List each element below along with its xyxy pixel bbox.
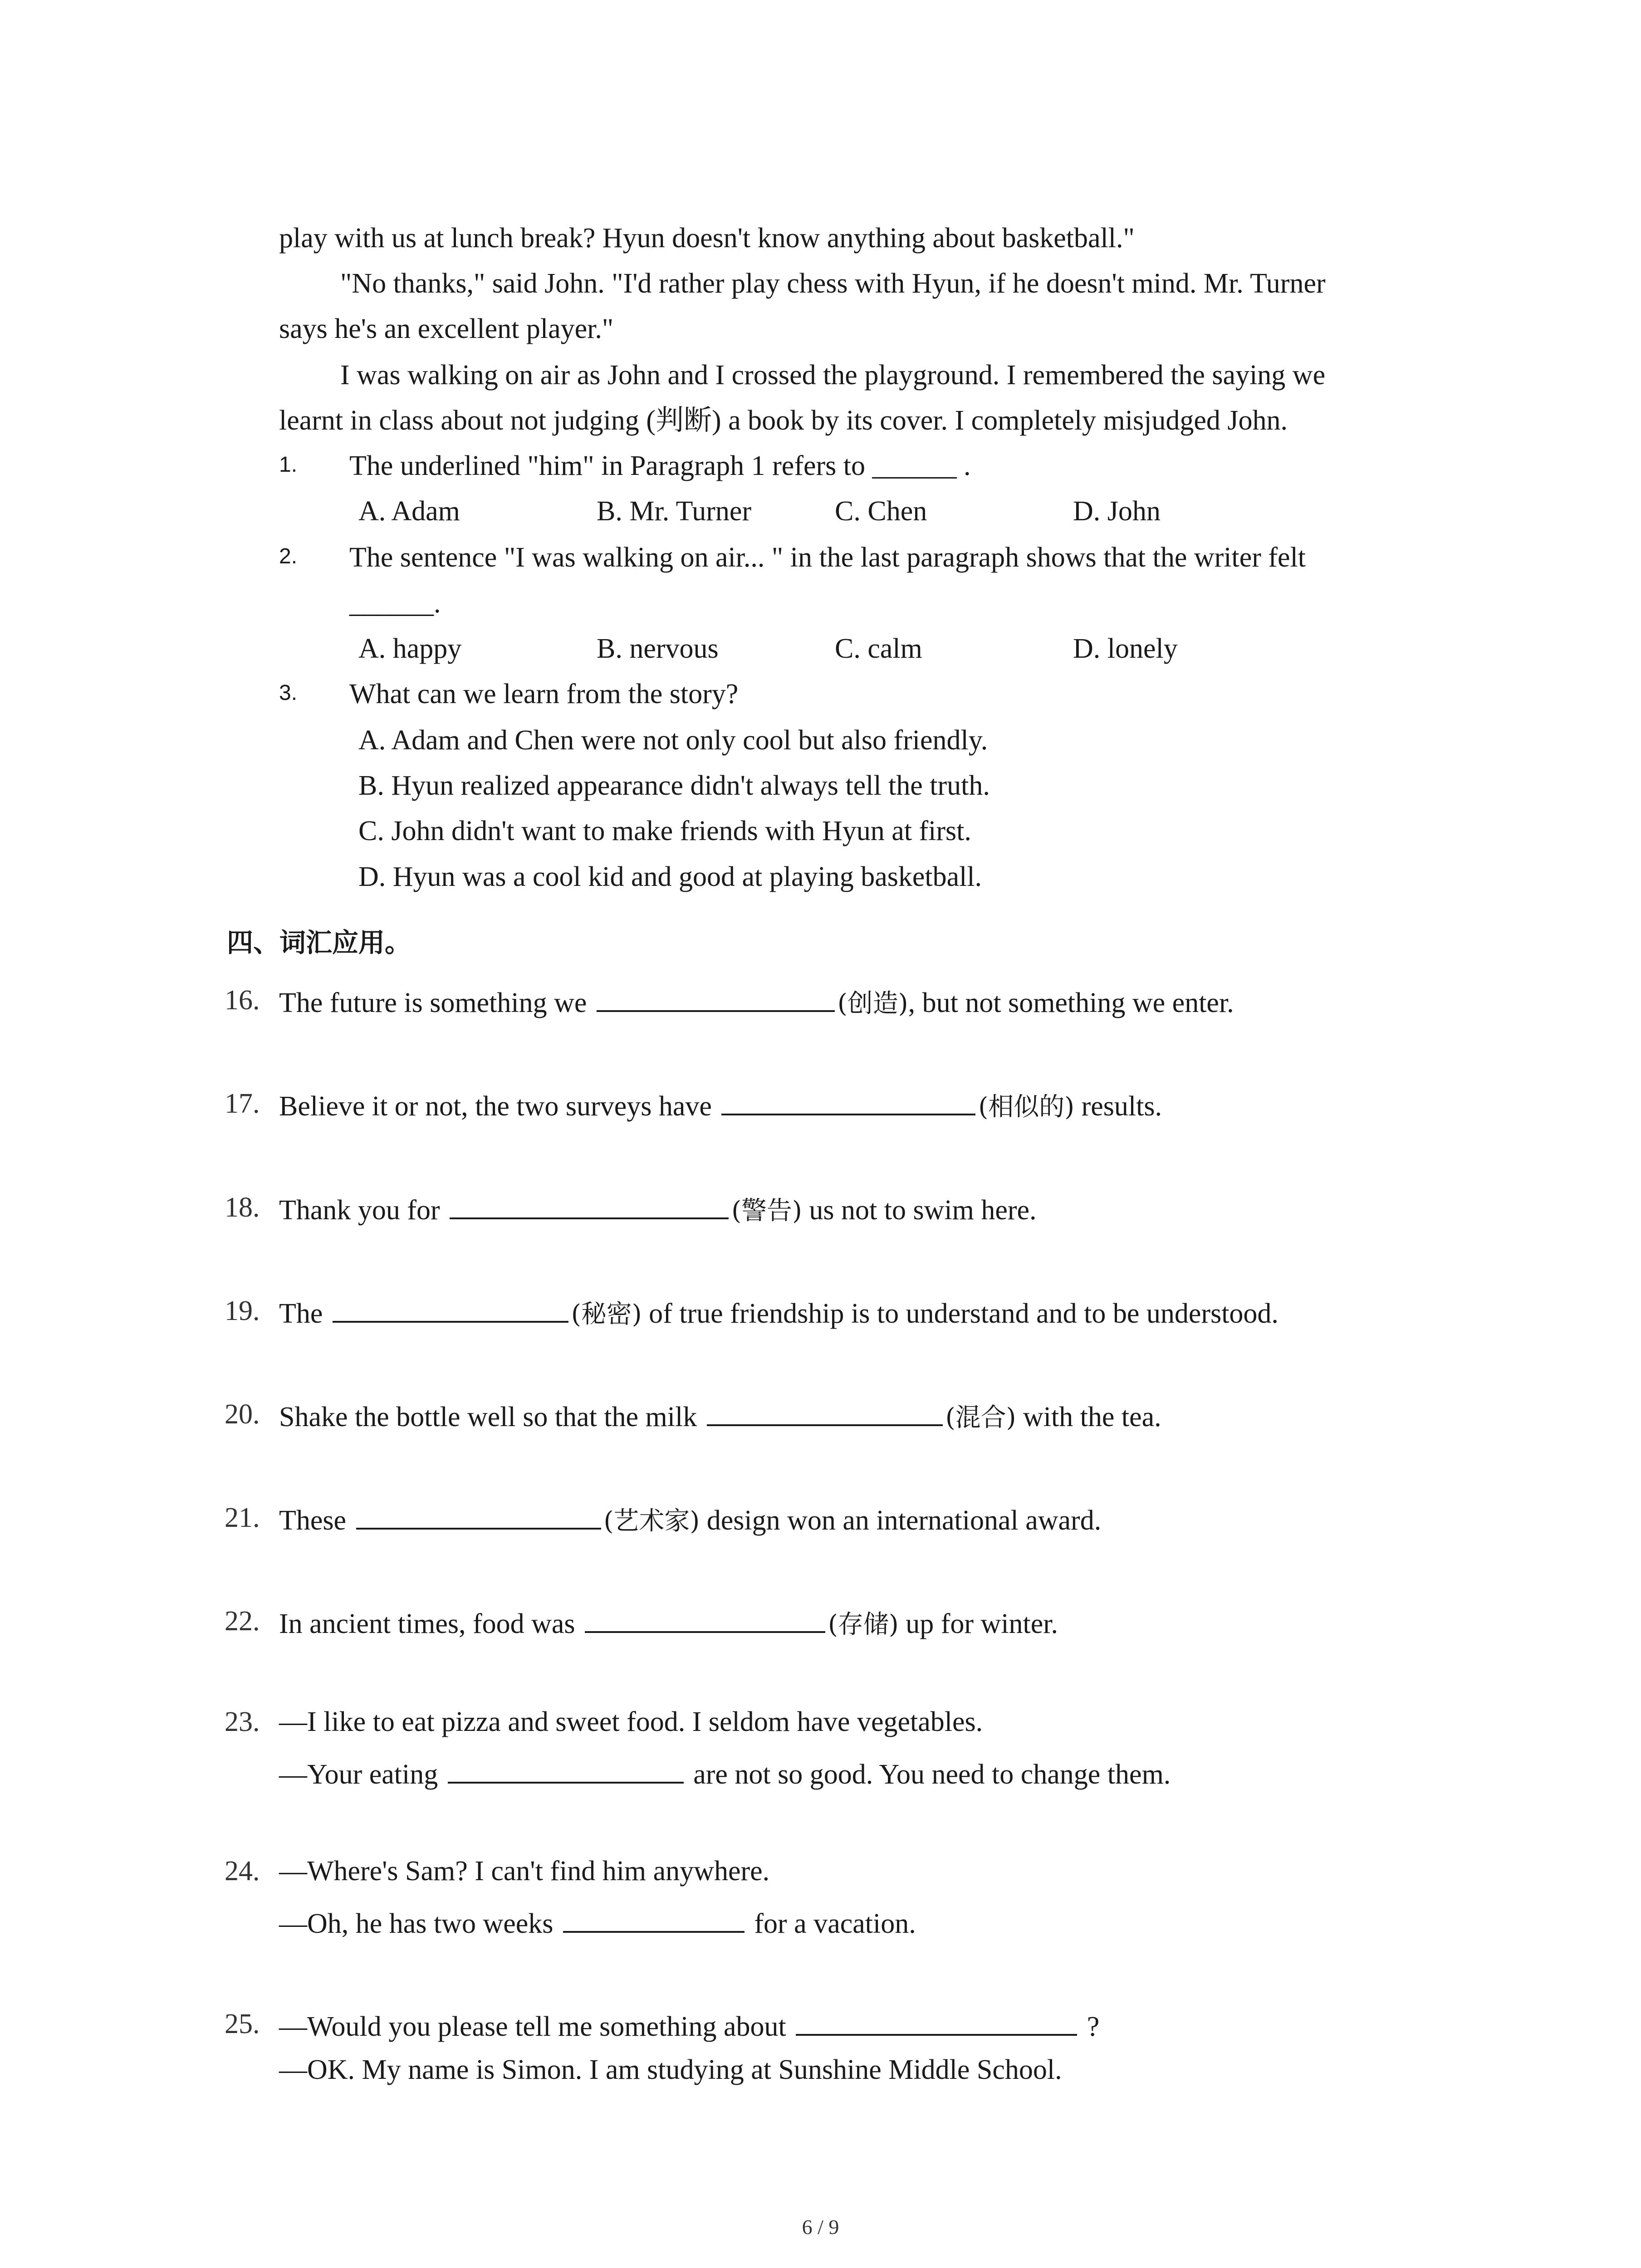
item-number: 19.	[225, 1295, 260, 1326]
item-number: 25.	[225, 2009, 260, 2039]
vocab-item	[279, 1293, 1279, 1333]
dialogue-line: —OK. My name is Simon. I am studying at Sunshine Middle School.	[279, 2054, 1062, 2085]
item-text: Shake the bottle well so that the milk	[279, 1402, 697, 1432]
question-number: 1.	[279, 453, 298, 477]
answer-blank[interactable]	[796, 2006, 1077, 2036]
passage-line: I was walking on air as John and I crossed the playground. I remembered the saying we	[340, 360, 1326, 391]
option[interactable]: C. Chen	[835, 496, 927, 527]
answer-blank[interactable]	[585, 1603, 825, 1633]
passage-line: learnt in class about not judging (判断) a book by its cover. I completely misjudged John.	[279, 405, 1288, 436]
chinese-hint: (警告)	[731, 1196, 802, 1226]
question-text: The sentence "I was walking on air... " in the last paragraph shows that the writer felt	[349, 542, 1306, 573]
option[interactable]: B. nervous	[597, 633, 719, 664]
option[interactable]: A. happy	[358, 633, 462, 664]
dialogue-line: —Where's Sam? I can't find him anywhere.	[279, 1856, 770, 1887]
option[interactable]: C. calm	[835, 633, 922, 664]
vocab-item	[279, 982, 1234, 1022]
option[interactable]: B. Mr. Turner	[597, 496, 752, 527]
answer-blank[interactable]	[721, 1085, 975, 1115]
chinese-hint: (相似的)	[978, 1092, 1075, 1122]
answer-blank[interactable]	[597, 982, 835, 1012]
chinese-hint: (秘密)	[571, 1300, 642, 1329]
item-text: —Would you please tell me something about	[279, 2011, 786, 2042]
item-text: results.	[1074, 1091, 1162, 1122]
passage-line: "No thanks," said John. "I'd rather play chess with Hyun, if he doesn't mind. Mr. Turner	[340, 268, 1326, 299]
section-title: 四、词汇应用。	[227, 927, 411, 958]
item-number: 21.	[225, 1502, 260, 1533]
item-text: —Your eating	[279, 1759, 438, 1790]
option[interactable]: B. Hyun realized appearance didn't always tell the truth.	[358, 770, 990, 801]
question-number: 3.	[279, 681, 298, 705]
option[interactable]: D. Hyun was a cool kid and good at playing basketball.	[358, 861, 982, 892]
item-text: design won an international award.	[700, 1505, 1102, 1536]
dialogue-line: —I like to eat pizza and sweet food. I seldom have vegetables.	[279, 1706, 983, 1737]
answer-blank[interactable]	[450, 1189, 729, 1219]
item-number: 24.	[225, 1856, 260, 1887]
item-text: The future is something we	[279, 987, 587, 1018]
question-text: What can we learn from the story?	[349, 679, 739, 709]
vocab-item	[279, 1189, 1037, 1229]
option[interactable]: C. John didn't want to make friends with Hyun at first.	[358, 816, 971, 846]
option[interactable]: A. Adam and Chen were not only cool but also friendly.	[358, 725, 988, 756]
vocab-item	[279, 1085, 1162, 1125]
item-number: 16.	[225, 985, 260, 1016]
vocab-item	[279, 1500, 1101, 1540]
vocab-item	[279, 1754, 1171, 1793]
vocab-item	[279, 1603, 1058, 1643]
item-text: These	[279, 1505, 347, 1536]
chinese-hint: (艺术家)	[603, 1506, 700, 1536]
question-text-continued: ______.	[349, 588, 441, 619]
passage-line: play with us at lunch break? Hyun doesn't know anything about basketball."	[279, 223, 1135, 254]
item-text: —Oh, he has two weeks	[279, 1908, 554, 1939]
item-text: for a vacation.	[747, 1908, 916, 1939]
vocab-item	[279, 1903, 916, 1942]
answer-blank[interactable]	[356, 1500, 601, 1530]
page-number: 6 / 9	[802, 2215, 839, 2239]
item-text: The	[279, 1298, 323, 1329]
chinese-hint: (创造)	[837, 989, 908, 1018]
option[interactable]: D. lonely	[1073, 633, 1178, 664]
item-text: up for winter.	[898, 1608, 1058, 1639]
item-text: of true friendship is to understand and to be understood.	[642, 1298, 1279, 1329]
vocab-item	[279, 2006, 1099, 2045]
option[interactable]: D. John	[1073, 496, 1161, 527]
item-text: Thank you for	[279, 1195, 440, 1226]
vocab-item	[279, 1396, 1161, 1436]
answer-blank[interactable]	[448, 1754, 684, 1784]
item-text: ?	[1080, 2011, 1100, 2042]
answer-blank[interactable]	[563, 1903, 745, 1933]
item-text: with the tea.	[1016, 1402, 1161, 1432]
answer-blank[interactable]	[333, 1293, 568, 1323]
item-number: 20.	[225, 1399, 260, 1430]
option[interactable]: A. Adam	[358, 496, 460, 527]
answer-blank[interactable]	[707, 1396, 943, 1426]
item-text: are not so good. You need to change them.	[686, 1759, 1171, 1790]
item-number: 17.	[225, 1088, 260, 1119]
question-text: The underlined "him" in Paragraph 1 refers to ______ .	[349, 450, 971, 481]
item-number: 22.	[225, 1606, 260, 1637]
item-text: us not to swim here.	[802, 1195, 1037, 1226]
passage-line: says he's an excellent player."	[279, 313, 614, 344]
item-text: , but not something we enter.	[908, 987, 1234, 1018]
item-number: 18.	[225, 1192, 260, 1223]
item-text: In ancient times, food was	[279, 1608, 575, 1639]
item-text: Believe it or not, the two surveys have	[279, 1091, 712, 1122]
chinese-hint: (存储)	[828, 1610, 899, 1639]
question-number: 2.	[279, 544, 298, 568]
chinese-hint: (混合)	[945, 1403, 1016, 1432]
item-number: 23.	[225, 1706, 260, 1737]
